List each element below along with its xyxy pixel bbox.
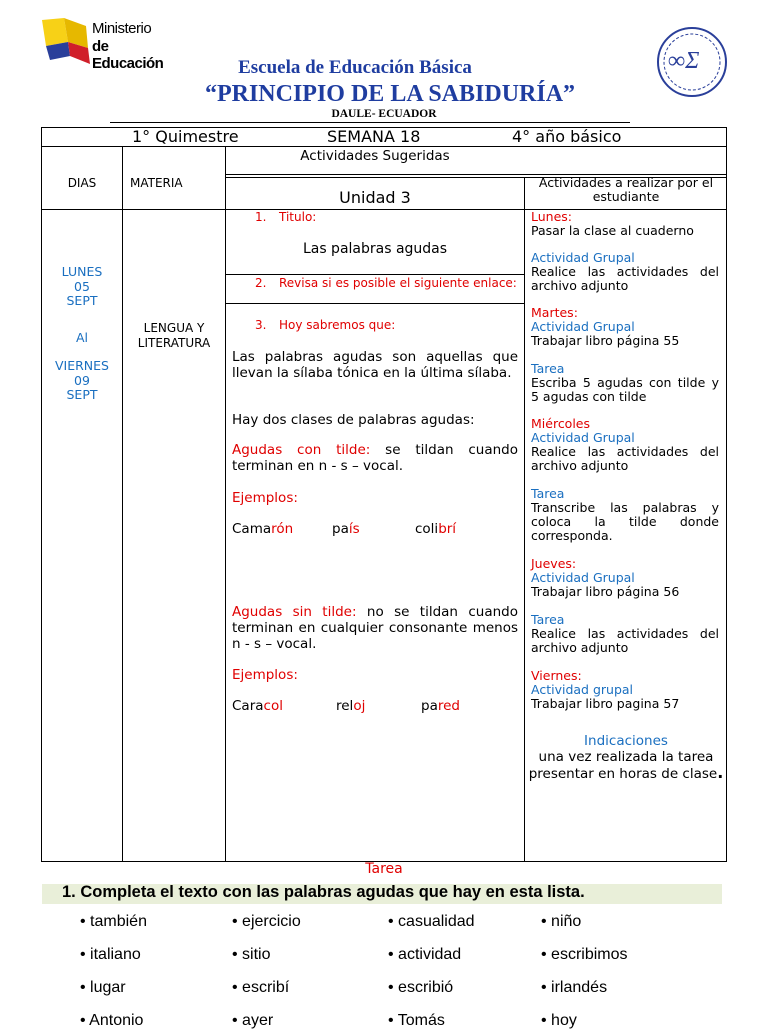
materia-cell: LENGUA Y LITERATURA [137,321,211,350]
example-reloj: reloj [336,698,366,714]
bullet-icon: • [541,1012,552,1029]
item2-number: 2. [255,276,267,290]
school-type: Escuela de Educación Básica [238,57,472,78]
school-location: DAULE- ECUADOR [331,108,437,120]
word-item: • lugar [80,979,126,996]
ministry-line2: de Educación [92,38,164,72]
word-item: • también [80,913,147,930]
fecha-fin: 09 [74,372,90,388]
word-item: • italiano [80,946,141,963]
word-item: • Antonio [80,1012,144,1029]
example-pared: pared [421,698,460,714]
sin-tilde-label: Agudas sin tilde: [232,604,357,620]
student-martes: Martes: [531,305,578,320]
dias-heading: DIAS [67,176,97,190]
example-colibri: colibrí [415,521,457,537]
actividades-sugeridas-heading: Actividades Sugeridas [300,148,450,164]
student-jueves: Jueves: [531,556,577,571]
word-item: • casualidad [388,913,475,930]
bullet-icon: • [232,913,243,930]
word-item: • hoy [541,1012,577,1029]
word-item: • Tomás [388,1012,445,1029]
student-lunes: Lunes: [531,209,573,224]
bullet-icon: • [388,1012,398,1029]
student-miercoles: Miércoles [531,416,591,431]
sin-tilde-text: no se tildan cuando terminan en cualquier consonante menos n - s – vocal. [232,604,518,652]
example-caracol: Caracol [232,698,283,714]
mes-inicio: SEPT [66,293,98,308]
bullet-icon: • [388,946,399,963]
bullet-icon: • [80,946,91,963]
dia-lunes: LUNES [61,264,103,279]
materia-heading: MATERIA [130,176,183,190]
word-item: • irlandés [541,979,608,996]
word-item: • sitio [232,946,271,963]
item2-label: Revisa si es posible el siguiente enlace: [279,276,517,290]
svg-text:∞Σ: ∞Σ [668,48,700,74]
word-item: • niño [541,913,582,930]
indicaciones-label: Indicaciones [584,733,668,749]
word-item: • ayer [232,1012,274,1029]
tarea-instruction: 1. Completa el texto con las palabras agudas que hay en esta lista. [62,883,585,901]
item1-label: Titulo: [279,210,317,224]
word-item: • actividad [388,946,462,963]
bullet-icon: • [232,946,243,963]
bullet-icon: • [541,946,552,963]
dia-al: Al [75,329,89,345]
ejemplos-label-1: Ejemplos: [232,490,298,506]
indicaciones-text: una vez realizada la tarea presentar en horas de clase. [528,749,724,782]
con-tilde-label: Agudas con tilde: [232,442,371,458]
con-tilde-text: se tildan cuando terminan en n - s – vocal. [232,442,518,474]
ministry-line1: Ministerio [92,20,152,37]
bullet-icon: • [388,979,399,996]
example-camaron: Camarón [232,521,294,537]
bullet-icon: • [80,913,91,930]
bullet-icon: • [232,979,243,996]
bullet-icon: • [388,913,399,930]
bullet-icon: • [232,1012,243,1029]
word-item: • ejercicio [232,913,301,930]
tarea-heading: Tarea [365,861,403,877]
mes-fin: SEPT [66,387,98,402]
item1-number: 1. [255,210,267,224]
bullet-icon: • [541,913,552,930]
quimestre: 1° Quimestre [132,127,239,146]
estudiante-heading: Actividades a realizar por el estudiante [538,175,714,204]
semana: SEMANA 18 [327,127,421,146]
paragraph-clases: Hay dos clases de palabras agudas: [232,412,475,428]
bullet-icon: • [80,1012,90,1029]
student-viernes: Viernes: [531,668,582,683]
word-item: • escribimos [541,946,628,963]
grado: 4° año básico [512,127,622,146]
word-item: • escribí [232,979,290,996]
item3-number: 3. [255,318,267,332]
bullet-icon: • [80,979,91,996]
ejemplos-label-2: Ejemplos: [232,667,298,683]
paragraph-definition: Las palabras agudas son aquellas que llevan la sílaba tónica en la última sílaba. [232,349,518,381]
word-item: • escribió [388,979,454,996]
student-activities: Lunes: Pasar la clase al cuaderno Actividad Grupal Realice las actividades del archivo adjunto Martes: Actividad Grupal Trabajar libro página 55 Tarea Escriba 5 agudas con tilde y 5 agudas con tilde Miércoles Actividad Grupal Realice las actividades del archivo adjunto Tarea Transcribe las palabras y coloca la tilde donde corresponda. Jueves: Actividad Grupal Trabajar libro página 56 Tarea Realice las actividades del archivo adjunto Viernes: Actividad grupal Trabajar libro pagina 57 [531,209,719,711]
dia-viernes: VIERNES [54,358,109,373]
unidad-heading: Unidad 3 [339,188,411,207]
item3-label: Hoy sabremos que: [279,318,396,332]
example-pais: país [332,521,360,537]
titulo-text: Las palabras agudas [302,241,448,257]
fecha-inicio: 05 [74,278,90,294]
school-name: “PRINCIPIO DE LA SABIDURÍA” [204,81,576,107]
bullet-icon: • [541,979,552,996]
